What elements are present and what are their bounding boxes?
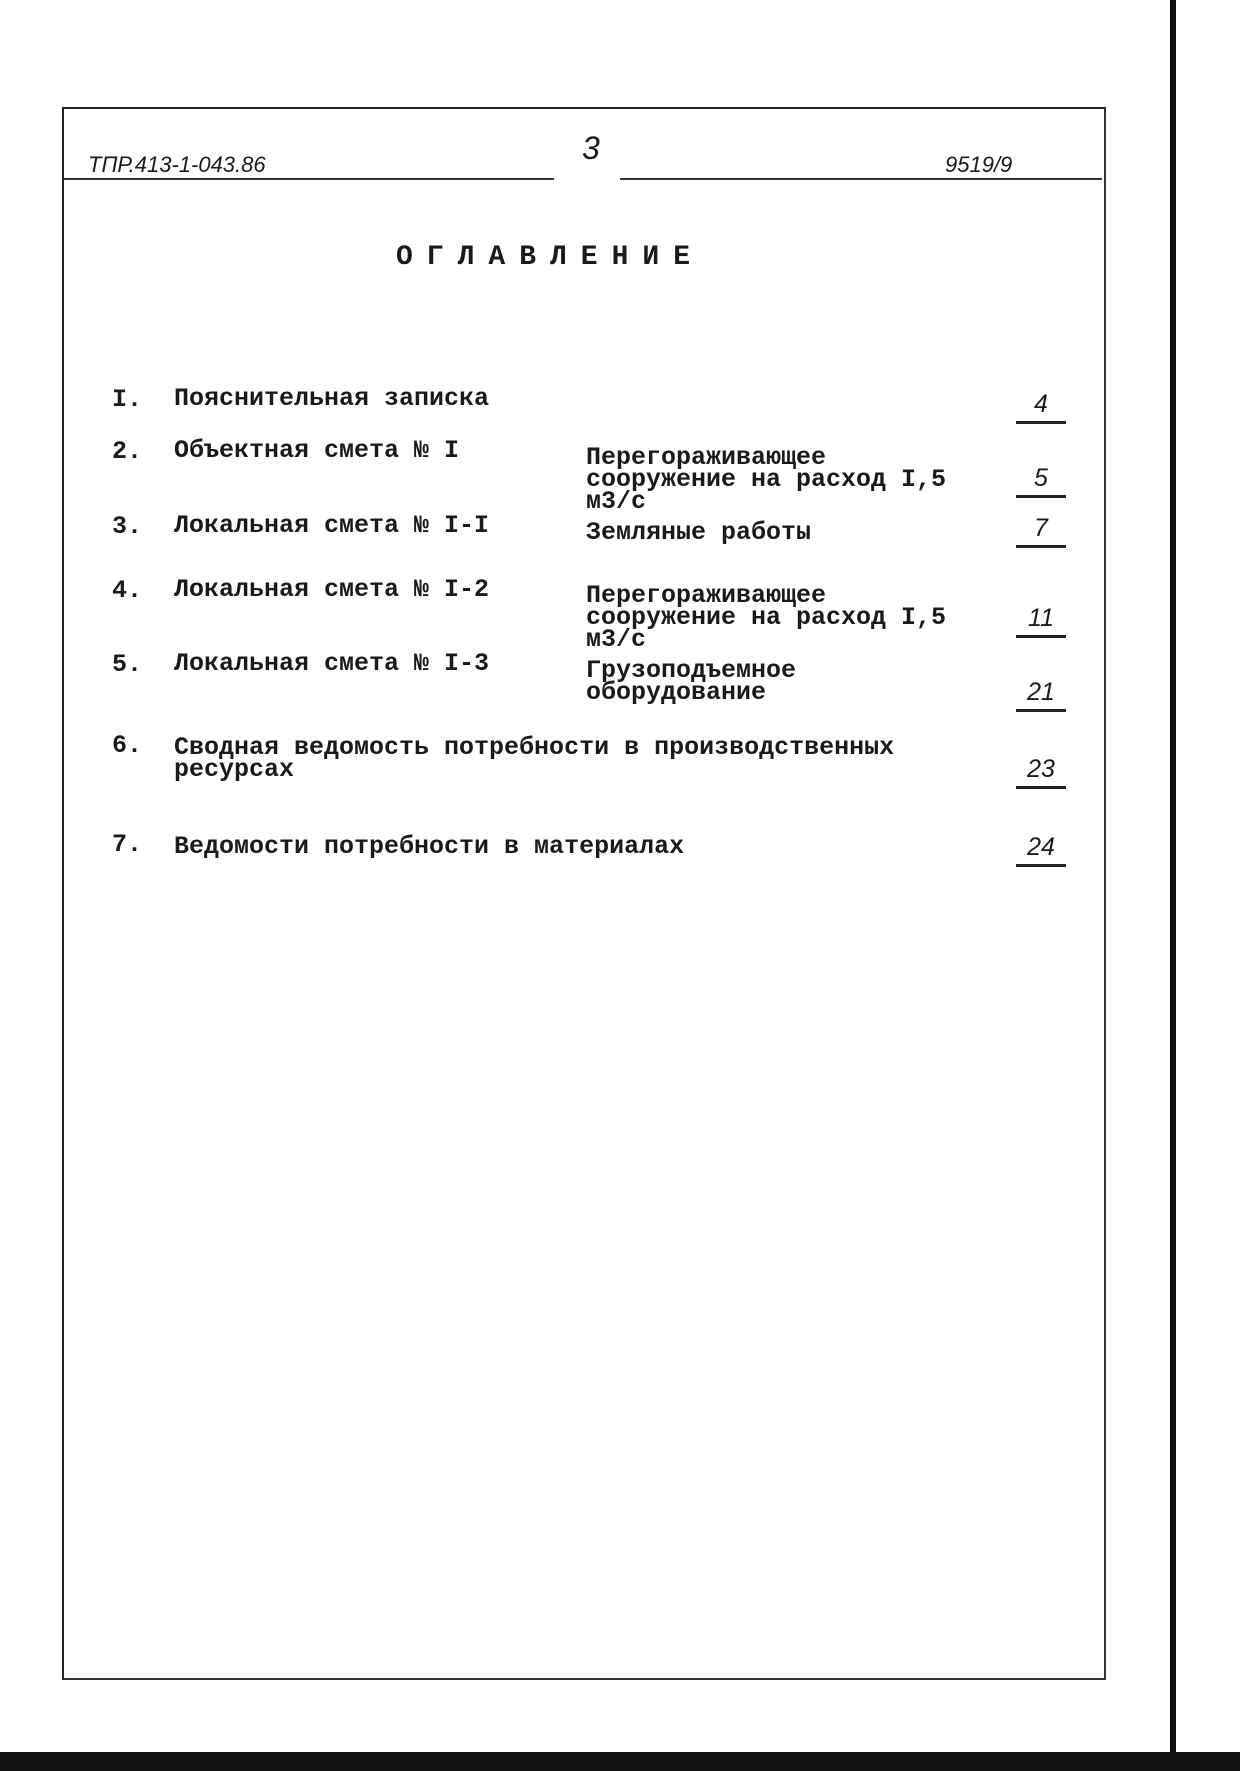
toc-number: 3. — [112, 512, 143, 541]
toc-description: Перегораживающее сооружение на расход I,5 м3/с — [586, 443, 947, 516]
toc-page: 11 — [1016, 604, 1066, 638]
toc-label: Сводная ведомость потребности в производственных ресурсах — [174, 733, 895, 784]
toc-number: I. — [112, 385, 143, 414]
page-number: 3 — [582, 130, 600, 166]
toc-description: Грузоподъемное оборудование — [586, 656, 797, 707]
toc-page: 24 — [1016, 833, 1066, 867]
toc-label: Ведомости потребности в материалах — [174, 832, 685, 861]
toc-page: 7 — [1016, 514, 1066, 548]
toc-number: 2. — [112, 437, 143, 466]
toc-label: Локальная смета № I-3 — [174, 649, 490, 678]
sheet-code: 9519/9 — [945, 152, 1013, 177]
toc-description: Земляные работы — [586, 518, 812, 547]
page-title: ОГЛАВЛЕНИЕ — [395, 242, 705, 273]
toc-page: 21 — [1016, 678, 1066, 712]
header-rule-right — [620, 178, 1102, 180]
scan-edge-right — [1170, 0, 1176, 1771]
toc-number: 5. — [112, 650, 143, 679]
toc-page: 23 — [1016, 755, 1066, 789]
toc-page: 4 — [1016, 390, 1066, 424]
toc-label: Объектная смета № I — [174, 436, 460, 465]
toc-number: 6. — [112, 731, 143, 760]
toc-label: Локальная смета № I-2 — [174, 575, 490, 604]
doc-code: ТПР.413-1-043.86 — [88, 152, 266, 177]
toc-label: Локальная смета № I-I — [174, 511, 490, 540]
toc-number: 7. — [112, 830, 143, 859]
toc-number: 4. — [112, 576, 143, 605]
toc-page: 5 — [1016, 464, 1066, 498]
scan-edge-bottom — [0, 1752, 1240, 1771]
toc-label: Пояснительная записка — [174, 384, 490, 413]
toc-description: Перегораживающее сооружение на расход I,5 м3/с — [586, 581, 947, 654]
page-frame — [62, 107, 1106, 1680]
header-rule-left — [64, 178, 554, 180]
